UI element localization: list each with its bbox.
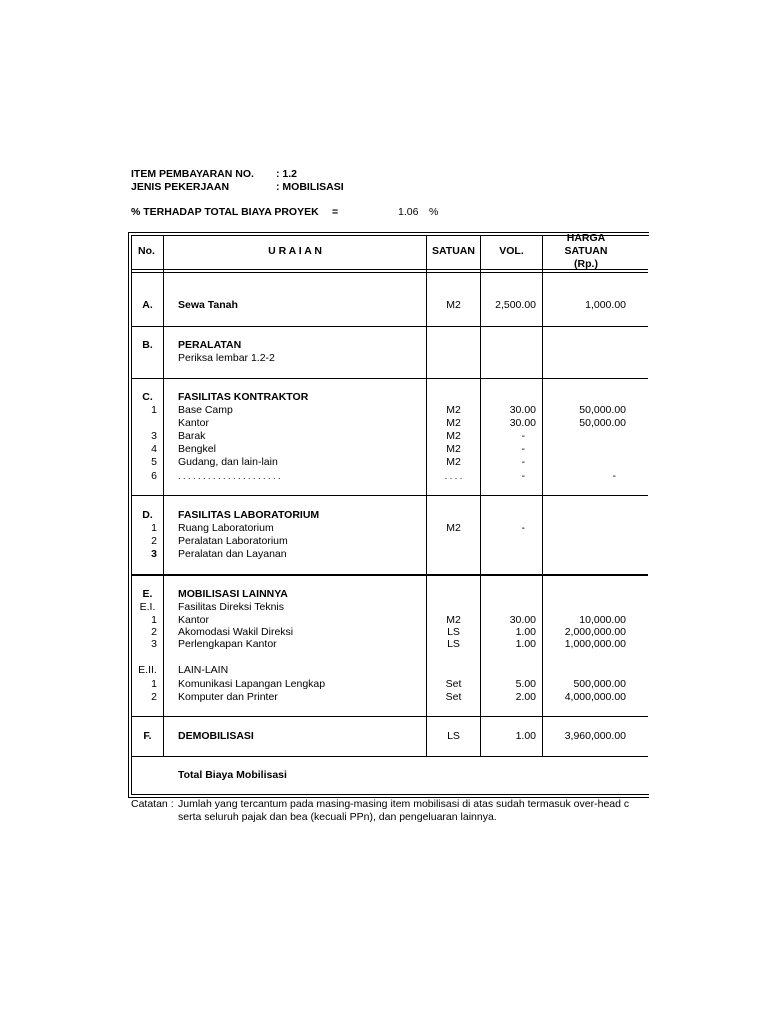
section-f-no: F. — [143, 730, 152, 742]
row-vol: - — [521, 443, 525, 455]
row-satuan: Set — [445, 678, 462, 690]
row-no: 5 — [151, 456, 157, 468]
row-no: 2 — [151, 691, 157, 703]
header-divider-double — [131, 272, 648, 273]
col-header-no: No. — [138, 245, 155, 257]
note-label: Catatan : — [131, 798, 174, 810]
row-satuan: M2 — [446, 430, 461, 442]
row-name: Komunikasi Lapangan Lengkap — [178, 678, 326, 690]
row-vol: - — [521, 470, 525, 482]
jenis-pekerjaan-value: : MOBILISASI — [276, 181, 344, 193]
row-name: Kantor — [178, 417, 209, 429]
row-name: Gudang, dan lain-lain — [178, 456, 278, 468]
row-no: 1 — [151, 678, 157, 690]
row-no: 2 — [151, 535, 157, 547]
total-label: Total Biaya Mobilisasi — [178, 769, 287, 781]
col-header-harga-1: HARGA — [566, 232, 606, 244]
row-no: 1 — [151, 522, 157, 534]
row-name: Perlengkapan Kantor — [178, 638, 277, 650]
row-satuan: M2 — [446, 404, 461, 416]
row-satuan: M2 — [446, 443, 461, 455]
row-satuan: M2 — [446, 456, 461, 468]
section-a-no: A. — [142, 299, 153, 311]
row-vol: 30.00 — [509, 614, 536, 626]
row-no: 3 — [151, 638, 157, 650]
note-line-2: serta seluruh pajak dan bea (kecuali PPn), dan pengeluaran lainnya. — [178, 811, 497, 823]
row-harga: 1,000,000.00 — [564, 638, 626, 650]
row-no: 6 — [151, 470, 157, 482]
row-divider-e — [131, 716, 648, 717]
section-f-title: DEMOBILISASI — [178, 730, 254, 742]
row-divider-f — [131, 756, 648, 757]
row-divider-b — [131, 378, 648, 379]
section-f-satuan: LS — [447, 730, 460, 742]
section-f-vol: 1.00 — [515, 730, 536, 742]
col-header-vol: VOL. — [499, 245, 524, 257]
row-divider-d — [131, 574, 648, 576]
section-e-title: MOBILISASI LAINNYA — [178, 588, 288, 600]
row-satuan: . . . . — [444, 471, 463, 481]
jenis-pekerjaan-label: JENIS PEKERJAAN — [131, 181, 230, 193]
row-name: Kantor — [178, 614, 209, 626]
row-divider-c — [131, 495, 648, 496]
section-b-no: B. — [142, 339, 153, 351]
row-vol: 30.00 — [509, 417, 536, 429]
section-a-vol: 2,500.00 — [495, 299, 536, 311]
row-no: 3 — [151, 430, 157, 442]
section-b-sub: Periksa lembar 1.2-2 — [178, 352, 275, 364]
persen-equals: = — [332, 206, 339, 218]
item-pembayaran-label: ITEM PEMBAYARAN NO. — [131, 168, 254, 180]
row-harga: 10,000.00 — [579, 614, 626, 626]
col-header-harga-2: SATUAN — [564, 245, 608, 257]
row-vol: 2.00 — [515, 691, 536, 703]
row-vol: 30.00 — [509, 404, 536, 416]
section-b-title: PERALATAN — [178, 339, 242, 351]
row-satuan: M2 — [446, 522, 461, 534]
row-name: Peralatan Laboratorium — [178, 535, 288, 547]
row-vol: 1.00 — [515, 626, 536, 638]
row-harga: - — [612, 470, 616, 482]
row-name: Peralatan dan Layanan — [178, 548, 287, 560]
row-satuan: Set — [445, 691, 462, 703]
row-name: Ruang Laboratorium — [178, 522, 274, 534]
persen-value: 1.06 — [398, 206, 419, 218]
row-name: Akomodasi Wakil Direksi — [178, 626, 294, 638]
row-no: 3 — [151, 548, 157, 560]
note-line-1: Jumlah yang tercantum pada masing-masing item mobilisasi di atas sudah termasuk over-head c — [178, 798, 630, 810]
section-c-no: C. — [142, 391, 153, 403]
col-header-uraian: U R A I A N — [268, 245, 322, 257]
row-vol: - — [521, 430, 525, 442]
row-no: 1 — [151, 614, 157, 626]
section-f-harga: 3,960,000.00 — [564, 730, 626, 742]
section-e-no: E. — [142, 588, 153, 600]
row-name: Barak — [178, 430, 206, 442]
row-satuan: M2 — [446, 614, 461, 626]
item-pembayaran-value: : 1.2 — [276, 168, 298, 180]
row-vol: 5.00 — [515, 678, 536, 690]
section-e1-no: E.I. — [139, 601, 156, 613]
col-header-harga-3: (Rp.) — [574, 258, 598, 270]
row-name: . . . . . . . . . . . . . . . . . . . . . — [178, 471, 281, 481]
section-e2-title: LAIN-LAIN — [178, 664, 229, 676]
row-name: Bengkel — [178, 443, 216, 455]
section-e2-no: E.II. — [138, 664, 157, 676]
section-d-no: D. — [142, 509, 153, 521]
row-harga: 4,000,000.00 — [564, 691, 626, 703]
row-harga: 2,000,000.00 — [564, 626, 626, 638]
row-vol: 1.00 — [515, 638, 536, 650]
persen-label: % TERHADAP TOTAL BIAYA PROYEK — [131, 206, 319, 218]
row-vol: - — [521, 456, 525, 468]
row-satuan: LS — [447, 638, 460, 650]
section-a-harga: 1,000.00 — [585, 299, 626, 311]
section-c-title: FASILITAS KONTRAKTOR — [178, 391, 309, 403]
row-vol: - — [521, 522, 525, 534]
row-harga: 50,000.00 — [579, 404, 626, 416]
row-harga: 500,000.00 — [573, 678, 626, 690]
row-no: 4 — [151, 443, 157, 455]
row-no: 1 — [151, 404, 157, 416]
row-name: Base Camp — [178, 404, 233, 416]
row-no: 2 — [151, 626, 157, 638]
row-harga: 50,000.00 — [579, 417, 626, 429]
col-header-satuan: SATUAN — [432, 245, 475, 257]
row-name: Komputer dan Printer — [178, 691, 278, 703]
section-a-title: Sewa Tanah — [178, 299, 238, 311]
section-e1-title: Fasilitas Direksi Teknis — [178, 601, 284, 613]
section-a-satuan: M2 — [446, 299, 461, 311]
row-satuan: M2 — [446, 417, 461, 429]
persen-unit: % — [429, 206, 439, 218]
row-satuan: LS — [447, 626, 460, 638]
section-d-title: FASILITAS LABORATORIUM — [178, 509, 320, 521]
row-divider-a — [131, 326, 648, 327]
